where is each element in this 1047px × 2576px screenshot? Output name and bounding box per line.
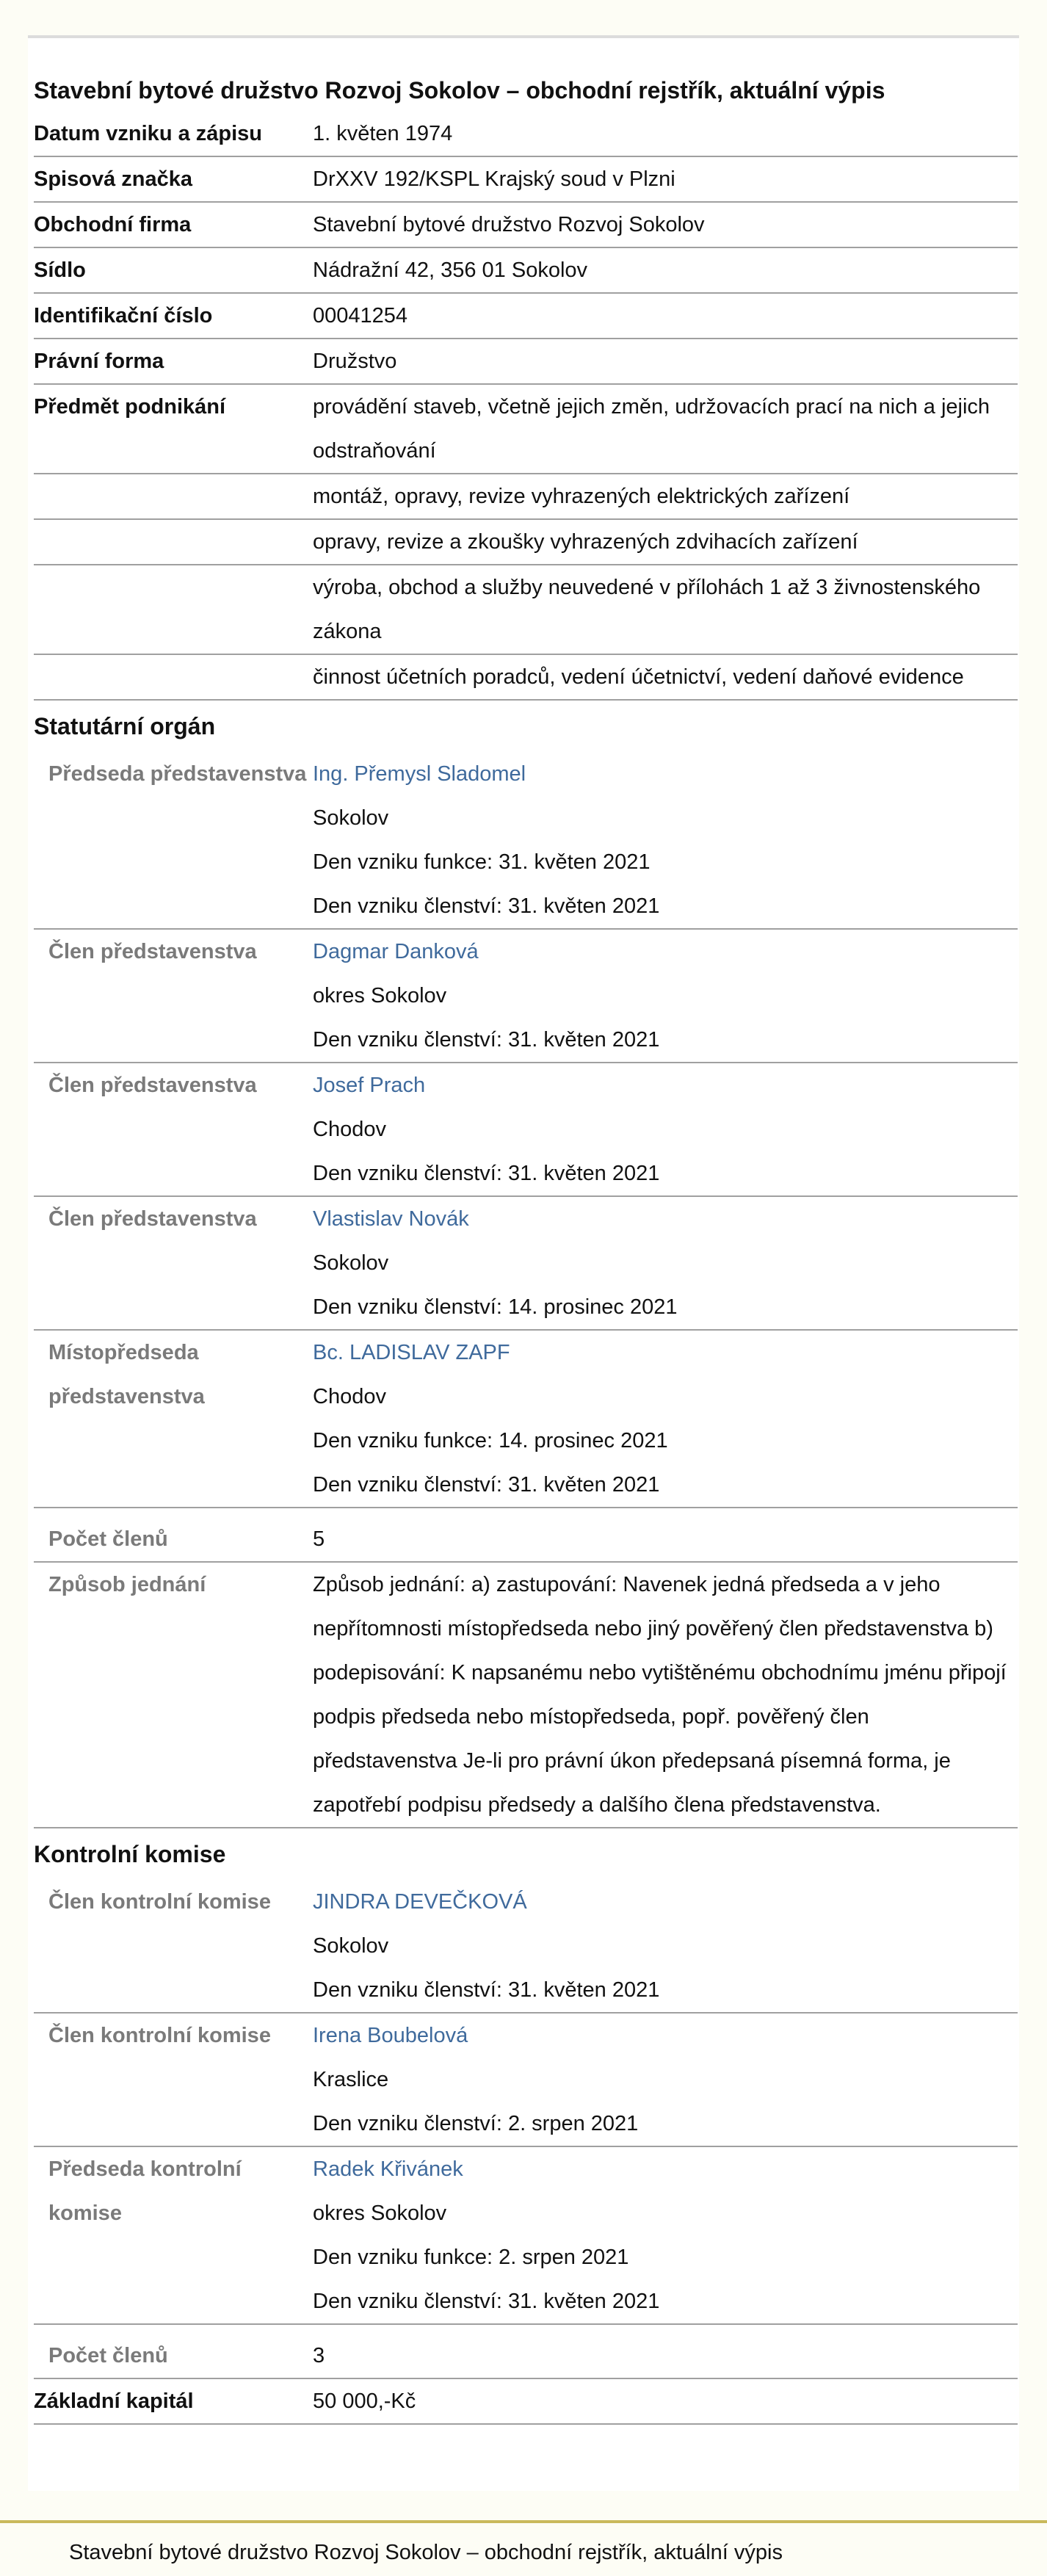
member-role: Člen představenstva xyxy=(34,1196,313,1330)
member-row xyxy=(34,2146,1018,2191)
count-row xyxy=(34,2324,1018,2378)
section-kontrolni xyxy=(34,1828,1018,1880)
member-name-link[interactable]: Vlastislav Novák xyxy=(313,1207,469,1231)
member-detail: Den vzniku členství: 14. prosinec 2021 xyxy=(313,1285,1018,1330)
row-value: Způsob jednání: a) zastupování: Navenek jedná předseda a v jeho nepřítomnosti místopředseda nebo jiný pověřený člen představenstva b) podepisování: K napsanému nebo vytištěnému obchodnímu jménu připojí podpis předseda nebo místopředseda, popř. pověřený člen představenstva Je-li pro právní úkon předepsaná písemná forma, je zapotřebí podpisu předsedy a dalšího člena představenstva. xyxy=(313,1562,1018,1828)
row-label: Počet členů xyxy=(34,1508,313,1562)
section-heading: Kontrolní komise xyxy=(34,1841,226,1867)
kapital-row xyxy=(34,2378,1018,2424)
row-label: Identifikační číslo xyxy=(34,293,313,339)
row-value: 50 000,-Kč xyxy=(313,2378,1018,2424)
value-text: Nádražní 42, 356 01 Sokolov xyxy=(313,258,588,282)
zpusob-row xyxy=(34,1562,1018,1828)
row-label: Způsob jednání xyxy=(34,1562,313,1828)
member-detail: Sokolov xyxy=(313,806,389,830)
row-value xyxy=(313,339,1018,384)
member-row xyxy=(34,1196,1018,1241)
row-label: Právní forma xyxy=(34,339,313,384)
record-row xyxy=(34,384,1018,474)
row-value: 3 xyxy=(313,2324,1018,2378)
activity-item: výroba, obchod a služby neuvedené v přílohách 1 až 3 živnostenského zákona xyxy=(313,565,1018,654)
section-heading: Statutární orgán xyxy=(34,713,216,739)
member-detail: Den vzniku členství: 31. květen 2021 xyxy=(313,1018,1018,1063)
member-detail: okres Sokolov xyxy=(313,2201,447,2225)
row-label xyxy=(34,474,313,519)
member-role: Člen kontrolní komise xyxy=(34,1880,313,2013)
count-row xyxy=(34,1508,1018,1562)
member-row xyxy=(34,2013,1018,2058)
member-detail: Sokolov xyxy=(313,1251,389,1275)
member-role: Místopředseda představenstva xyxy=(34,1330,313,1508)
activity-item: činnost účetních poradců, vedení účetnictví, vedení daňové evidence xyxy=(313,654,1018,700)
page-footer xyxy=(0,2520,1047,2576)
member-name-link[interactable]: JINDRA DEVEČKOVÁ xyxy=(313,1890,527,1914)
member-role: Člen kontrolní komise xyxy=(34,2013,313,2146)
member-name-link[interactable]: Irena Boubelová xyxy=(313,2024,468,2047)
record-table xyxy=(34,112,1018,2425)
record-row xyxy=(34,293,1018,339)
row-label xyxy=(34,519,313,565)
member-row xyxy=(34,1063,1018,1107)
row-value xyxy=(313,247,1018,293)
record-row xyxy=(34,112,1018,156)
footer-text: Stavební bytové družstvo Rozvoj Sokolov – obchodní rejstřík, aktuální výpis xyxy=(69,2541,783,2564)
member-role: Člen představenstva xyxy=(34,929,313,1063)
member-role: Předseda představenstva xyxy=(34,752,313,929)
activity-item: opravy, revize a zkoušky vyhrazených zdvihacích zařízení xyxy=(313,519,1018,565)
row-label xyxy=(34,565,313,654)
record-row xyxy=(34,202,1018,247)
member-detail: Den vzniku členství: 31. květen 2021 xyxy=(313,1151,1018,1196)
record-card xyxy=(28,35,1019,2491)
record-row xyxy=(34,339,1018,384)
member-row xyxy=(34,752,1018,796)
row-value: 5 xyxy=(313,1508,1018,1562)
section-statutarni xyxy=(34,700,1018,752)
row-label xyxy=(34,654,313,700)
member-role: Předseda kontrolní komise xyxy=(34,2146,313,2324)
row-label: Sídlo xyxy=(34,247,313,293)
row-value xyxy=(313,112,1018,156)
member-detail: Den vzniku funkce: 14. prosinec 2021 xyxy=(313,1429,668,1452)
activity-item: provádění staveb, včetně jejich změn, udržovacích prací na nich a jejich odstraňování xyxy=(313,384,1018,474)
member-detail: Den vzniku členství: 2. srpen 2021 xyxy=(313,2102,1018,2146)
row-label: Spisová značka xyxy=(34,156,313,202)
member-detail: Den vzniku členství: 31. květen 2021 xyxy=(313,1968,1018,2013)
row-label: Počet členů xyxy=(34,2324,313,2378)
value-text: Družstvo xyxy=(313,350,397,373)
value-text: 00041254 xyxy=(313,304,408,328)
member-row xyxy=(34,929,1018,974)
row-label: Předmět podnikání xyxy=(34,384,313,474)
member-detail: Chodov xyxy=(313,1385,386,1408)
member-name-link[interactable]: Radek Křivánek xyxy=(313,2157,463,2181)
row-label: Obchodní firma xyxy=(34,202,313,247)
member-detail: Den vzniku funkce: 31. květen 2021 xyxy=(313,850,651,874)
member-detail: okres Sokolov xyxy=(313,984,447,1007)
row-value xyxy=(313,293,1018,339)
member-role: Člen představenstva xyxy=(34,1063,313,1196)
member-detail: Den vzniku členství: 31. květen 2021 xyxy=(313,1463,1018,1508)
value-text: 1. květen 1974 xyxy=(313,122,453,145)
member-name-link[interactable]: Ing. Přemysl Sladomel xyxy=(313,762,526,786)
activity-item: montáž, opravy, revize vyhrazených elektrických zařízení xyxy=(313,474,1018,519)
member-detail: Sokolov xyxy=(313,1934,389,1958)
member-row xyxy=(34,1880,1018,1924)
member-name-link[interactable]: Dagmar Danková xyxy=(313,940,479,963)
row-label: Datum vzniku a zápisu xyxy=(34,112,313,156)
record-row xyxy=(34,519,1018,565)
record-row xyxy=(34,474,1018,519)
member-name-link[interactable]: Josef Prach xyxy=(313,1074,426,1097)
row-label: Základní kapitál xyxy=(34,2378,313,2424)
row-value xyxy=(313,202,1018,247)
record-row xyxy=(34,247,1018,293)
record-row xyxy=(34,156,1018,202)
record-row xyxy=(34,565,1018,654)
member-row xyxy=(34,1330,1018,1375)
member-detail: Chodov xyxy=(313,1118,386,1141)
member-detail: Kraslice xyxy=(313,2068,389,2091)
member-detail: Den vzniku členství: 31. květen 2021 xyxy=(313,2279,1018,2324)
value-text: Stavební bytové družstvo Rozvoj Sokolov xyxy=(313,213,705,236)
row-value xyxy=(313,156,1018,202)
member-name-link[interactable]: Bc. LADISLAV ZAPF xyxy=(313,1341,510,1364)
page-title: Stavební bytové družstvo Rozvoj Sokolov – obchodní rejstřík, aktuální výpis xyxy=(34,77,885,104)
member-detail: Den vzniku členství: 31. květen 2021 xyxy=(313,884,1018,929)
value-text: DrXXV 192/KSPL Krajský soud v Plzni xyxy=(313,167,675,191)
record-row xyxy=(34,654,1018,700)
member-detail: Den vzniku funkce: 2. srpen 2021 xyxy=(313,2246,629,2269)
